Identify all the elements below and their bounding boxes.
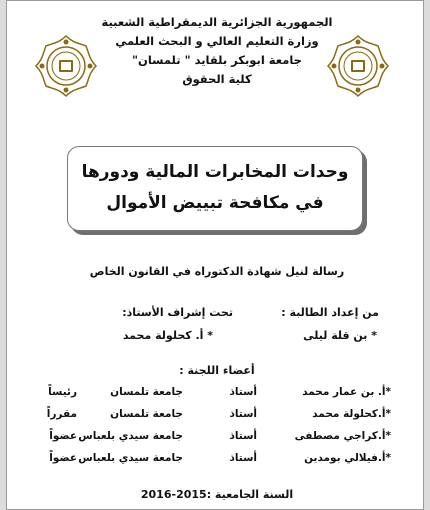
prepared-by-label: من إعداد الطالبة : bbox=[281, 306, 379, 319]
student-name: * بن قلة ليلى bbox=[303, 329, 377, 342]
institution-header bbox=[77, 13, 357, 89]
title-line-2: في مكافحة تبييض الأموال bbox=[106, 193, 324, 213]
committee-member-row bbox=[27, 427, 407, 449]
supervisor-label: تحت إشراف الأستاذ: bbox=[122, 306, 233, 319]
academic-year: السنة الجامعية :2015-2016 bbox=[140, 488, 294, 501]
member-role: رئيساً bbox=[48, 386, 77, 398]
member-rank: أستاذ bbox=[229, 408, 257, 420]
member-role: عضواً bbox=[49, 452, 77, 464]
committee-title: أعضاء اللجنة : bbox=[179, 364, 255, 377]
faculty-line: كلية الحقوق bbox=[182, 72, 252, 86]
member-role: مقرراً bbox=[46, 408, 77, 420]
thesis-degree-note: رسالة لنيل شهادة الدكتوراه في القانون الخاص bbox=[89, 265, 345, 278]
member-name: *أ.كحلولة محمد bbox=[312, 408, 391, 420]
member-rank: أستاذ bbox=[229, 452, 257, 464]
member-university: جامعة سيدي بلعباس bbox=[78, 452, 183, 464]
republic-line: الجمهورية الجزائرية الديمقراطية الشعبية bbox=[101, 15, 333, 29]
member-role: عضواً bbox=[49, 430, 77, 442]
supervisor-name: * أ. كحلولة محمد bbox=[122, 329, 213, 342]
member-university: جامعة تلمسان bbox=[110, 408, 183, 420]
member-university: جامعة سيدي بلعباس bbox=[78, 430, 183, 442]
member-name: *أ. بن عمار محمد bbox=[302, 386, 391, 398]
member-rank: أستاذ bbox=[229, 386, 257, 398]
member-name: *أ.فيلالي بومدين bbox=[304, 452, 391, 464]
thesis-title-box bbox=[67, 146, 363, 231]
university-line: جامعة ابوبكر بلقايد " تلمسان" bbox=[132, 53, 302, 67]
member-name: *أ.كراجي مصطفى bbox=[294, 430, 391, 442]
committee-member-row bbox=[27, 405, 407, 427]
title-line-1: وحدات المخابرات المالية ودورها bbox=[81, 162, 349, 182]
committee-member-row bbox=[27, 383, 407, 405]
committee-list bbox=[27, 383, 407, 471]
member-rank: أستاذ bbox=[229, 430, 257, 442]
ministry-line: وزارة التعليم العالي و البحث العلمي bbox=[115, 34, 319, 48]
committee-member-row bbox=[27, 449, 407, 471]
member-university: جامعة تلمسان bbox=[110, 386, 183, 398]
document-page bbox=[6, 0, 424, 510]
